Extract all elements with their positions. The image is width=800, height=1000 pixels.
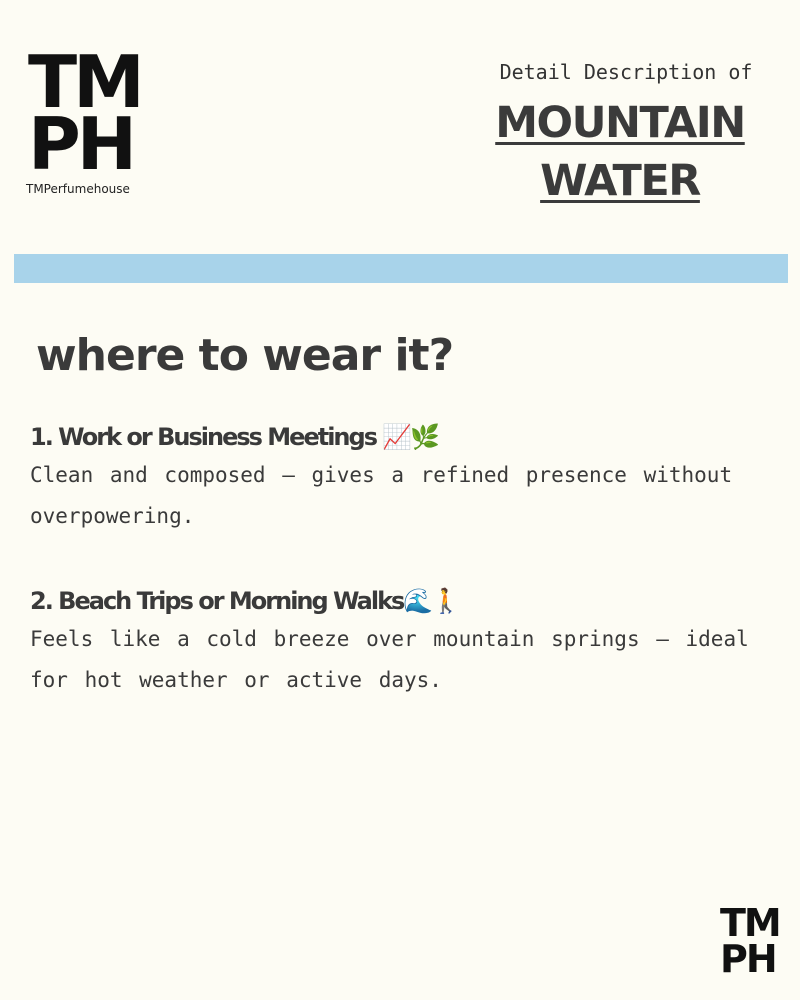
list-item (30, 420, 780, 537)
item-description: Clean and composed — gives a refined presence without overpowering. (30, 463, 733, 528)
brand-logo (26, 40, 142, 196)
brand-name: TMPerfumehouse (26, 182, 130, 196)
product-title-line2: WATER (540, 156, 700, 206)
item-description: Feels like a cold breeze over mountain springs — ideal for hot weather or active days. (30, 627, 749, 692)
section-heading: where to wear it? (36, 330, 454, 381)
divider-band (14, 254, 788, 283)
item-title: 1. Work or Business Meetings 📈🌿 (30, 423, 439, 451)
logo-line-tm: TM (28, 40, 141, 124)
list-item (30, 584, 780, 701)
product-title (440, 94, 800, 210)
item-title: 2. Beach Trips or Morning Walks🌊🚶 (30, 587, 460, 615)
logo-line-ph: PH (28, 102, 134, 186)
footer-logo (720, 901, 790, 981)
footer-logo-line-ph: PH (720, 937, 776, 981)
header (440, 60, 800, 210)
product-title-line1: MOUNTAIN (495, 98, 745, 148)
footer-logo-line-tm: TM (720, 901, 780, 945)
page-subtitle: Detail Description of (499, 60, 753, 84)
